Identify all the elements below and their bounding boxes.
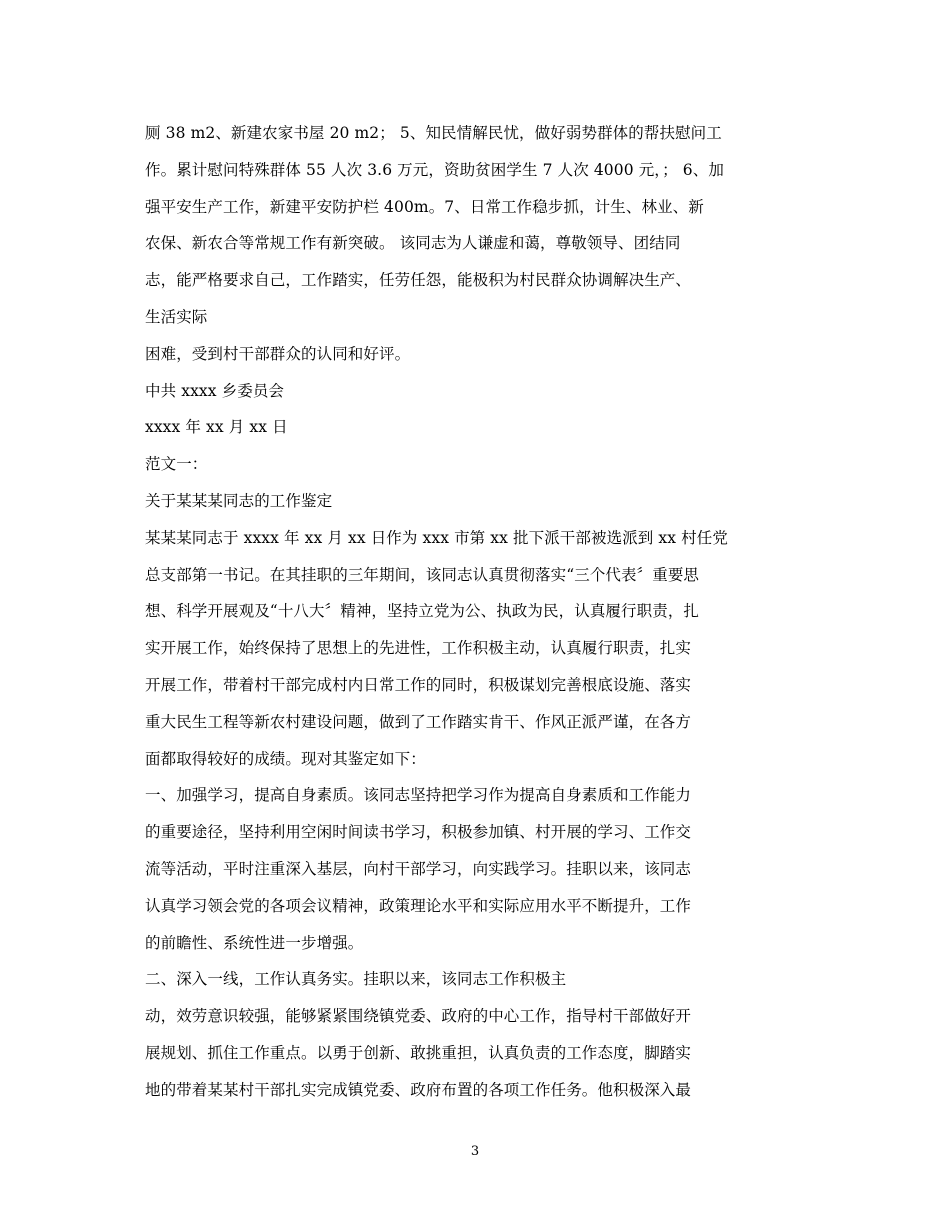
text-line: 流等活动，平时注重深入基层，向村干部学习，向实践学习。挂职以来，该同志 xyxy=(145,859,692,878)
text-line: 想、科学开展观及“十八大〞精神，坚持立党为公、执政为民，认真履行职责，扎 xyxy=(145,602,700,621)
text-line: 厕 38 m2、新建农家书屋 20 m2； 5、知民情解民忧，做好弱势群体的帮扶慰问工 xyxy=(145,124,722,142)
text-line: 强平安生产工作，新建平安防护栏 400m。7、日常工作稳步抓，计生、林业、新 xyxy=(145,197,704,216)
text-line: 生活实际 xyxy=(145,307,208,326)
text-line: 实开展工作，始终保持了思想上的先进性，工作积极主动，认真履行职责，扎实 xyxy=(145,639,692,658)
text-line: 某某某同志于 xxxx 年 xx 月 xx 日作为 xxx 市第 xx 批下派干部被选派到 xx 村任党 xyxy=(145,528,728,547)
text-line: 面都取得较好的成绩。现对其鉴定如下： xyxy=(145,749,426,768)
document-body xyxy=(145,115,810,1109)
text-line: 农保、新农合等常规工作有新突破。 该同志为人谦虚和蔼，尊敬领导、团结同 xyxy=(145,234,681,253)
section-heading-line: 二、深入一线，工作认真务实。挂职以来，该同志工作积极主 xyxy=(145,970,567,989)
text-line: 展规划、抓住工作重点。以勇于创新、敢挑重担，认真负责的工作态度，脚踏实 xyxy=(145,1043,692,1062)
text-line: 地的带着某某村干部扎实完成镇党委、政府布置的各项工作任务。他积极深入最 xyxy=(145,1080,692,1099)
text-line: 的重要途径，坚持利用空闲时间读书学习，积极参加镇、村开展的学习、工作交 xyxy=(145,823,692,842)
signature-date: xxxx 年 xx 月 xx 日 xyxy=(145,418,288,437)
text-line: 志，能严格要求自己，工作踏实，任劳任怨，能极积为村民群众协调解决生产、 xyxy=(145,271,692,290)
text-line: 认真学习领会党的各项会议精神，政策理论水平和实际应用水平不断提升，工作 xyxy=(145,896,692,915)
text-line: 的前瞻性、系统性进一步增强。 xyxy=(145,933,364,952)
text-line: 开展工作，带着村干部完成村内日常工作的同时，积极谋划完善根底设施、落实 xyxy=(145,675,692,694)
text-line: 动，效劳意识较强，能够紧紧围绕镇党委、政府的中心工作，指导村干部做好开 xyxy=(145,1007,692,1026)
text-line: 总支部第一书记。在其挂职的三年期间，该同志认真贯彻落实“三个代表〞重要思 xyxy=(145,565,700,584)
text-line: 重大民生工程等新农村建设问题，做到了工作踏实肯干、作风正派严谨，在各方 xyxy=(145,712,692,731)
text-line: 困难，受到村干部群众的认同和好评。 xyxy=(145,344,411,363)
page-number: 3 xyxy=(470,1144,480,1159)
section-heading-line: 一、加强学习，提高自身素质。该同志坚持把学习作为提高自身素质和工作能力 xyxy=(145,786,692,805)
organization-signature: 中共 xxxx 乡委员会 xyxy=(145,381,285,400)
document-title: 关于某某某同志的工作鉴定 xyxy=(145,491,333,510)
text-line: 作。累计慰问特殊群体 55 人次 3.6 万元，资助贫困学生 7 人次 4000 元，； 6、加 xyxy=(145,160,724,179)
sample-heading: 范文一： xyxy=(145,455,208,474)
